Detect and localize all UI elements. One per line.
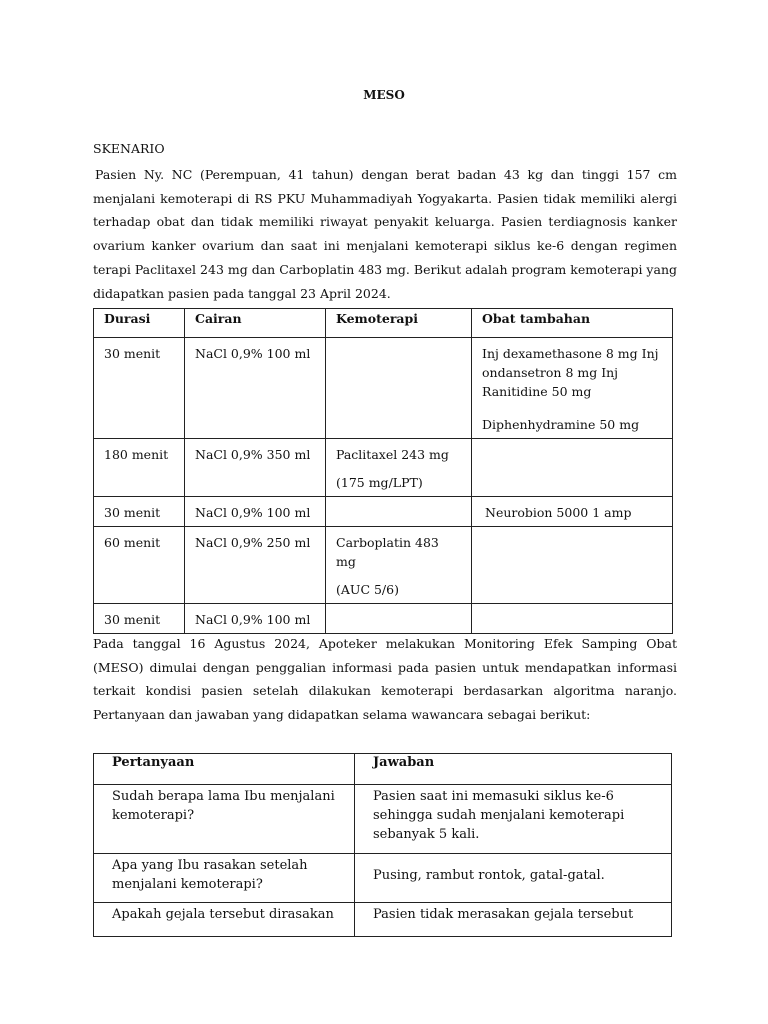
column-header-jawaban: Jawaban [355,754,672,785]
table-row [94,854,672,903]
section-heading: SKENARIO [93,141,165,156]
meso-paragraph: Pada tanggal 16 Agustus 2024, Apoteker melakukan Monitoring Efek Samping Obat (MESO) dimulai dengan penggalian informasi pada pasien untuk mendapatkan informasi terkait kondisi pasien setelah dilakukan kemoterapi berdasarkan algoritma naranjo. Pertanyaan dan jawaban yang didapatkan selama wawancara sebagai berikut: [93,636,677,723]
cell-cairan: NaCl 0,9% 350 ml [185,439,326,497]
cell-durasi: 30 menit [94,604,185,634]
cell-durasi: 180 menit [94,439,185,497]
cell-obat-tambahan [472,527,673,604]
obat-text: Inj dexamethasone 8 mg Inj ondansetron 8 mg Inj Ranitidine 50 mg [482,346,659,399]
interview-qa-table [93,753,672,937]
obat-extra-text: Diphenhydramine 50 mg [482,417,640,432]
table-row [94,527,673,604]
table-row [94,604,673,634]
cell-obat-tambahan [472,338,673,439]
cell-kemoterapi [326,439,472,497]
column-header-pertanyaan: Pertanyaan [94,754,355,785]
table-header-row [94,754,672,785]
cell-obat-tambahan [472,439,673,497]
cell-jawaban: Pasien saat ini memasuki siklus ke-6 sehingga sudah menjalani kemoterapi sebanyak 5 kali. [355,785,672,854]
column-header-obat-tambahan: Obat tambahan [472,309,673,338]
document-title: MESO [363,88,405,102]
cell-durasi: 30 menit [94,497,185,527]
chemotherapy-regimen-table [93,308,673,634]
table-row [94,338,673,439]
kemoterapi-note: (175 mg/LPT) [336,475,423,490]
scenario-paragraph: Pasien Ny. NC (Perempuan, 41 tahun) dengan berat badan 43 kg dan tinggi 157 cm menjalani kemoterapi di RS PKU Muhammadiyah Yogyakarta. Pasien tidak memiliki alergi terhadap obat dan tidak memiliki riwayat penyakit keluarga. Pasien terdiagnosis kanker ovarium kanker ovarium dan saat ini menjalani kemoterapi siklus ke-6 dengan regimen terapi Paclitaxel 243 mg dan Carboplatin 483 mg. Berikut adalah program kemoterapi yang didapatkan pasien pada tanggal 23 April 2024. [93,167,677,301]
cell-pertanyaan: Apakah gejala tersebut dirasakan [94,903,355,937]
cell-kemoterapi [326,527,472,604]
cell-cairan: NaCl 0,9% 100 ml [185,604,326,634]
cell-kemoterapi [326,604,472,634]
column-header-durasi: Durasi [94,309,185,338]
table-row [94,903,672,937]
cell-pertanyaan: Apa yang Ibu rasakan setelah menjalani kemoterapi? [94,854,355,903]
cell-kemoterapi [326,338,472,439]
column-header-kemoterapi: Kemoterapi [326,309,472,338]
cell-durasi: 60 menit [94,527,185,604]
cell-obat-tambahan: Neurobion 5000 1 amp [472,497,673,527]
cell-pertanyaan: Sudah berapa lama Ibu menjalani kemoterapi? [94,785,355,854]
cell-jawaban: Pasien tidak merasakan gejala tersebut [355,903,672,937]
cell-cairan: NaCl 0,9% 100 ml [185,497,326,527]
column-header-cairan: Cairan [185,309,326,338]
kemoterapi-text: Paclitaxel 243 mg [336,447,449,462]
kemoterapi-text: Carboplatin 483 mg [336,535,439,569]
cell-obat-tambahan [472,604,673,634]
table-row [94,439,673,497]
cell-cairan: NaCl 0,9% 250 ml [185,527,326,604]
cell-cairan: NaCl 0,9% 100 ml [185,338,326,439]
cell-kemoterapi [326,497,472,527]
table-row [94,785,672,854]
cell-durasi: 30 menit [94,338,185,439]
table-header-row [94,309,673,338]
kemoterapi-note: (AUC 5/6) [336,582,399,597]
cell-jawaban: Pusing, rambut rontok, gatal-gatal. [355,854,672,903]
table-row [94,497,673,527]
